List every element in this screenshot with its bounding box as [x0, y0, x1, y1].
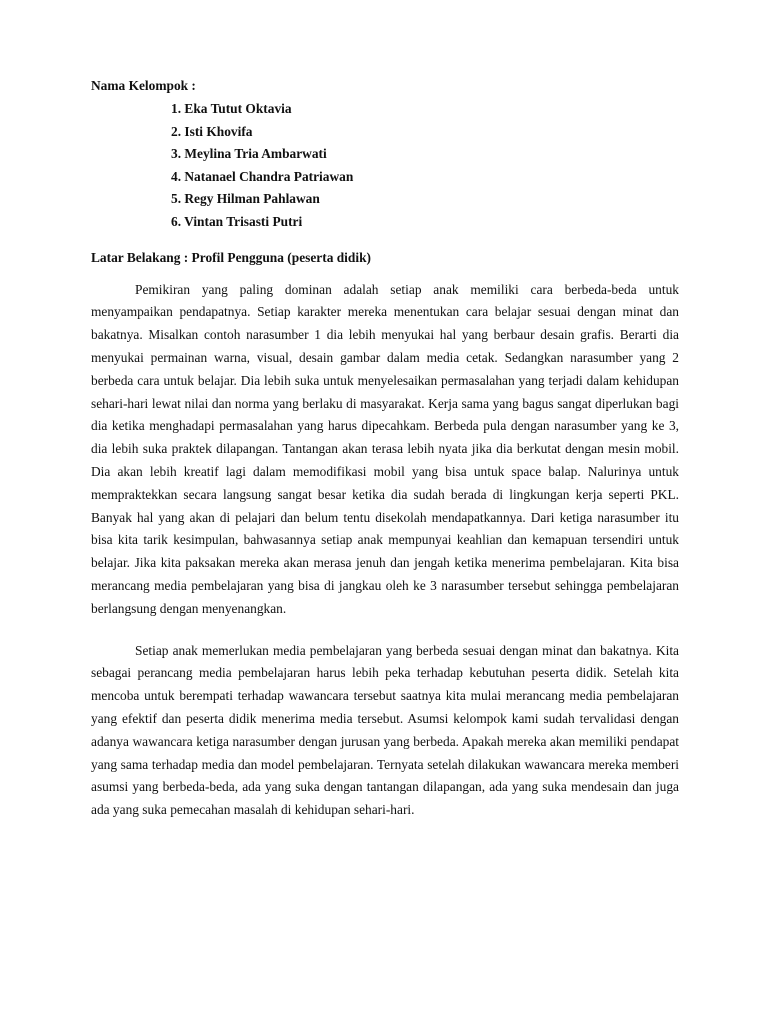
- member-item: 5. Regy Hilman Pahlawan: [171, 191, 320, 207]
- member-item: 2. Isti Khovifa: [171, 123, 253, 139]
- body-paragraph: Setiap anak memerlukan media pembelajaran yang berbeda sesuai dengan minat dan bakatnya. Kita sebagai perancang media pembelajaran harus lebih peka terhadap kebutuhan peserta didik. Setelah kita mencoba untuk berempati terhadap wawancara tersebut saatnya kita mulai merancang media pembelajaran yang efektif dan peserta didik menerima media tersebut. Asumsi kelompok kami sudah tervalidasi dengan adanya wawancara ketiga narasumber dengan jurusan yang berbeda. Apakah mereka akan memiliki pendapat yang sama terhadap media dan model pembelajaran. Ternyata setelah dilakukan wawancara mereka memberi asumsi yang berbeda-beda, ada yang suka dengan tantangan dilapangan, ada yang suka mendesain dan juga ada yang suka pemecahan masalah di kehidupan sehari-hari.: [91, 642, 679, 818]
- group-label: Nama Kelompok :: [91, 78, 196, 93]
- section-title: Latar Belakang : Profil Pengguna (peserta didik): [91, 249, 371, 265]
- member-item: 1. Eka Tutut Oktavia: [171, 101, 292, 116]
- body-paragraph: Pemikiran yang paling dominan adalah setiap anak memiliki cara berbeda-beda untuk menyampaikan pendapatnya. Setiap karakter mereka menentukan cara belajar sesuai dengan minat dan bakatnya. Misalkan contoh narasumber 1 dia lebih menyukai hal yang berbaur desain grafis. Berarti dia menyukai permainan warna, visual, desain gambar dalam media cetak. Sedangkan narasumber yang 2 berbeda cara untuk belajar. Dia lebih suka untuk menyelesaikan permasalahan yang terjadi dalam kehidupan sehari-hari lewat nilai dan norma yang berlaku di masyarakat. Kerja sama yang bagus sangat diperlukan bagi dia ketika menghadapi permasalahan yang harus dipecahkam. Berbeda pula dengan narasumber yang ke 3, dia lebih suka praktek dilapangan. Tantangan akan terasa lebih nyata jika dia berkutat dengan mesin mobil. Dia akan lebih kreatif lagi dalam memodifikasi mobil yang bisa untuk space balap. Nalurinya untuk mempraktekkan secara langsung sangat besar ketika dia sudah berada di lingkungan kerja seperti PKL. Banyak hal yang akan di pelajari dan belum tentu disekolah mendapatkannya. Dari ketiga narasumber itu bisa kita tarik kesimpulan, bahwasannya setiap anak mempunyai keahlian dan kemapuan tersendiri untuk belajar. Jika kita paksakan mereka akan merasa jenuh dan jengah ketika menerima pembelajaran. Kita bisa merancang media pembelajaran yang bisa di jangkau oleh ke 3 narasumber tersebut sehingga pembelajaran berlangsung dengan menyenangkan.: [91, 281, 679, 616]
- document-page: [91, 76, 679, 822]
- member-list: [91, 98, 679, 234]
- member-item: 6. Vintan Trisasti Putri: [171, 213, 303, 229]
- member-item: 3. Meylina Tria Ambarwati: [171, 146, 327, 162]
- member-item: 4. Natanael Chandra Patriawan: [171, 168, 354, 184]
